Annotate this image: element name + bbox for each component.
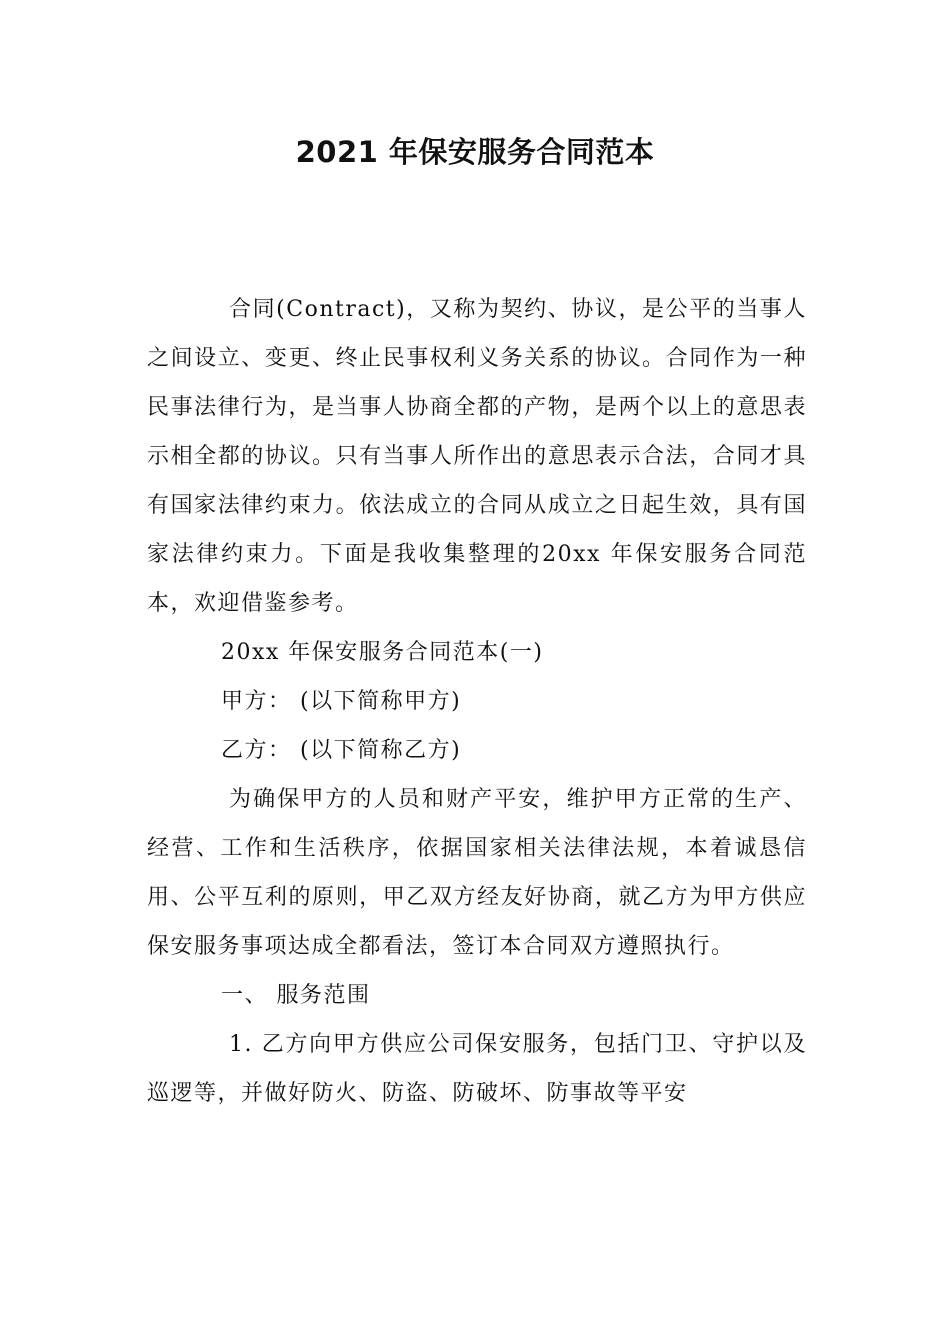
party-b-line: 乙方： (以下简称乙方) <box>221 738 462 763</box>
party-a-line: 甲方： (以下简称甲方) <box>221 689 462 714</box>
document-title: 2021 年保安服务合同范本 <box>295 135 655 169</box>
intro-paragraph: 合同(Contract)，又称为契约、协议，是公平的当事人之间设立、变更、终止民事权利义务关系的协议。合同作为一种民事法律行为，是当事人协商全都的产物，是两个以上的意思表示相全都的协议。只有当事人所作出的意思表示合法，合同才具有国家法律约束力。依法成立的合同从成立之日起生效，具有国家法律约束力。下面是我收集整理的20xx 年保安服务合同范本，欢迎借鉴参考。 <box>147 297 807 616</box>
service-clause-1: 1. 乙方向甲方供应公司保安服务，包括门卫、守护以及巡逻等，并做好防火、防盗、防破坏、防事故等平安 <box>147 1032 807 1106</box>
document-body <box>147 285 807 1118</box>
section-heading: 一、 服务范围 <box>221 983 371 1008</box>
purpose-paragraph: 为确保甲方的人员和财产平安，维护甲方正常的生产、经营、工作和生活秩序，依据国家相关法律法规，本着诚恳信用、公平互利的原则，甲乙双方经友好协商，就乙方为甲方供应保安服务事项达成全都看法，签订本合同双方遵照执行。 <box>147 787 807 959</box>
contract-heading: 20xx 年保安服务合同范本(一) <box>221 640 544 665</box>
